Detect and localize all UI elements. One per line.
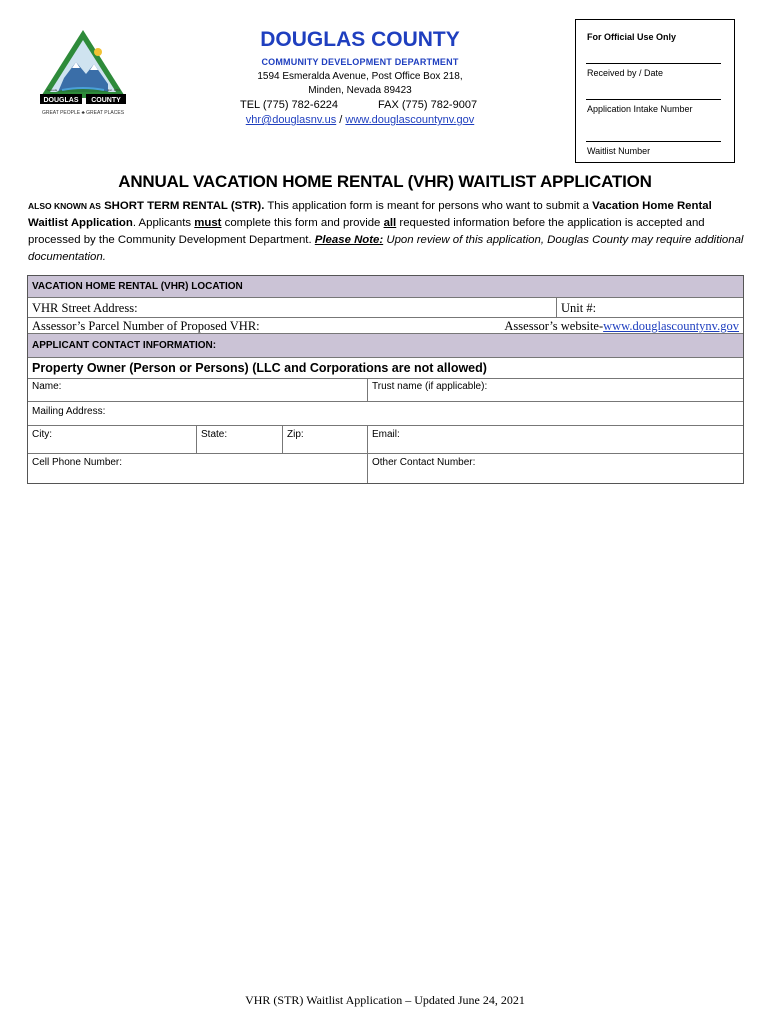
owner-heading: Property Owner (Person or Persons) (LLC and Corporations are not allowed)	[32, 361, 487, 375]
waitlist-number-line	[586, 141, 721, 142]
address-line1: 1594 Esmeralda Avenue, Post Office Box 218,	[257, 71, 463, 82]
intro-text4: requested information before the application is accepted and processed by the Community Development Department.	[28, 217, 705, 246]
contact-links	[200, 114, 520, 126]
zip-field[interactable]: Zip:	[282, 426, 367, 453]
email-field[interactable]: Email:	[367, 426, 743, 453]
logo-left-text: DOUGLAS	[43, 97, 79, 104]
assessor-website	[500, 318, 739, 333]
address-line2: Minden, Nevada 89423	[308, 85, 412, 96]
official-use-title: For Official Use Only	[587, 32, 677, 42]
section-vhr-location-title: VACATION HOME RENTAL (VHR) LOCATION	[32, 281, 243, 292]
other-contact-field[interactable]: Other Contact Number:	[367, 454, 743, 483]
waitlist-number-label: Waitlist Number	[587, 146, 651, 156]
section-vhr-location	[28, 276, 743, 298]
county-name: DOUGLAS COUNTY	[260, 28, 460, 51]
city-state-row	[28, 426, 743, 454]
logo-tagline: GREAT PEOPLE ♣ GREAT PLACES	[41, 110, 125, 116]
intro-bold1: Vacation Home Rental Waitlist Application	[28, 200, 712, 229]
intro-must: must	[194, 217, 222, 229]
aka-label: ALSO KNOWN AS	[28, 201, 101, 211]
assessor-label: Assessor’s website-	[504, 319, 604, 333]
name-field[interactable]: Name:	[32, 381, 62, 392]
unit-field[interactable]: Unit #:	[556, 298, 743, 317]
section-applicant-contact	[28, 334, 743, 358]
section-applicant-contact-title: APPLICANT CONTACT INFORMATION:	[32, 340, 217, 351]
received-by-label: Received by / Date	[587, 68, 664, 78]
trust-name-field[interactable]: Trust name (if applicable):	[367, 379, 743, 401]
link-separator: /	[339, 114, 343, 126]
douglas-county-logo	[36, 28, 130, 118]
mailing-address-row	[28, 402, 743, 426]
cell-phone-field[interactable]: Cell Phone Number:	[32, 457, 123, 468]
application-form	[27, 275, 744, 484]
apn-field[interactable]: Assessor’s Parcel Number of Proposed VHR:	[32, 319, 260, 333]
telephone: TEL (775) 782-6224	[240, 99, 339, 111]
intro-text3: complete this form and provide	[221, 217, 384, 229]
logo-right-small: Est. 1861	[107, 88, 121, 92]
email-link[interactable]: vhr@douglasnv.us	[245, 114, 337, 126]
aka-str: SHORT TERM RENTAL (STR).	[104, 200, 265, 212]
assessor-link[interactable]: www.douglascountynv.gov	[603, 319, 739, 333]
intro-all: all	[383, 217, 397, 229]
intake-number-line	[586, 99, 721, 100]
mailing-address-field[interactable]: Mailing Address:	[32, 406, 106, 417]
intake-number-label: Application Intake Number	[587, 104, 693, 114]
intro-paragraph	[28, 198, 748, 266]
intro-note: Please Note:	[314, 234, 384, 246]
received-by-line	[586, 63, 721, 64]
page-footer: VHR (STR) Waitlist Application – Updated June 24, 2021	[245, 993, 525, 1007]
department-name: COMMUNITY DEVELOPMENT DEPARTMENT	[261, 57, 459, 67]
street-address-row	[28, 298, 743, 318]
city-field[interactable]: City:	[32, 429, 52, 440]
street-address-field[interactable]: VHR Street Address:	[32, 301, 138, 315]
official-use-box	[575, 19, 735, 163]
logo-left-small: Nevada	[46, 88, 58, 92]
page-title: ANNUAL VACATION HOME RENTAL (VHR) WAITLIST APPLICATION	[118, 172, 652, 191]
website-link[interactable]: www.douglascountynv.gov	[345, 114, 475, 126]
apn-row	[28, 318, 743, 334]
fax: FAX (775) 782-9007	[378, 99, 478, 111]
intro-text1: This application form is meant for persons who want to submit a	[264, 200, 593, 212]
state-field[interactable]: State:	[196, 426, 282, 453]
intro-text2: . Applicants	[132, 217, 195, 229]
intro-note-text: Upon review of this application, Douglas County may require additional documentation.	[28, 234, 744, 263]
owner-heading-row	[28, 358, 743, 379]
phone-row	[28, 454, 743, 483]
name-row	[28, 379, 743, 402]
logo-right-text: COUNTY	[91, 97, 121, 104]
